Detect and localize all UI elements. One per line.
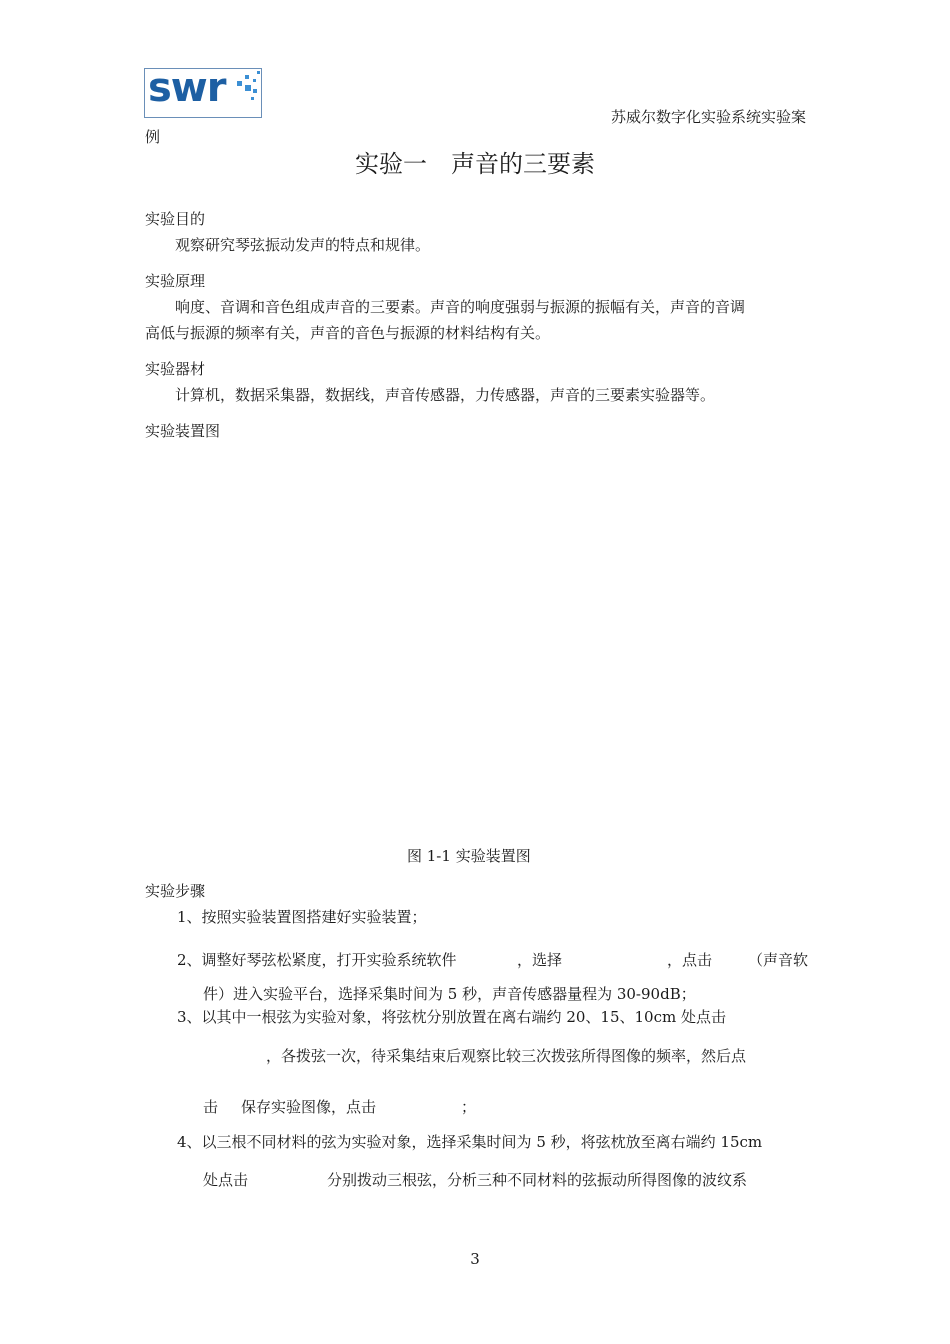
steps-heading: 实验步骤 — [145, 882, 206, 900]
step-2-part-d: （声音软 — [748, 951, 809, 969]
step-3-part-b: ，各拨弦一次，待采集结束后观察比较三次拨弦所得图像的频率，然后点 — [266, 1047, 747, 1065]
page-number: 3 — [470, 1250, 480, 1268]
running-title-continuation: 例 — [145, 128, 161, 146]
step-3-part-d: 保存实验图像，点击 — [241, 1098, 377, 1116]
page-title: 实验一 声音的三要素 — [355, 150, 595, 178]
setup-heading: 实验装置图 — [145, 422, 221, 440]
step-2-part-c: ，点击 — [667, 951, 713, 969]
step-3-part-c: 击 — [203, 1098, 219, 1116]
step-4-part-c: 分别拨动三根弦，分析三种不同材料的弦振动所得图像的波纹系 — [327, 1171, 748, 1189]
step-4-part-a: 4、以三根不同材料的弦为实验对象，选择采集时间为 5 秒，将弦枕放至离右端约 15cm — [177, 1133, 763, 1151]
principle-line-2: 高低与振源的频率有关，声音的音色与振源的材料结构有关。 — [145, 324, 551, 342]
swr-logo — [144, 68, 262, 118]
purpose-heading: 实验目的 — [145, 210, 206, 228]
principle-heading: 实验原理 — [145, 272, 206, 290]
figure-caption: 图 1-1 实验装置图 — [407, 847, 531, 865]
step-3-part-a: 3、以其中一根弦为实验对象，将弦枕分别放置在离右端约 20、15、10cm 处点击 — [177, 1008, 726, 1026]
step-1: 1、按照实验装置图搭建好实验装置； — [177, 908, 427, 926]
step-3-part-e: ； — [461, 1098, 477, 1116]
purpose-text: 观察研究琴弦振动发声的特点和规律。 — [175, 236, 431, 254]
equipment-text: 计算机，数据采集器，数据线，声音传感器，力传感器，声音的三要素实验器等。 — [175, 386, 716, 404]
step-2-part-a: 2、调整好琴弦松紧度，打开实验系统软件 — [177, 951, 457, 969]
running-title: 苏威尔数字化实验系统实验案 — [610, 108, 806, 126]
step-2-part-e: 件）进入实验平台，选择采集时间为 5 秒，声音传感器量程为 30-90dB； — [203, 985, 696, 1003]
logo-text: swr — [148, 68, 226, 111]
principle-line-1: 响度、音调和音色组成声音的三要素。声音的响度强弱与振源的振幅有关，声音的音调 — [175, 298, 746, 316]
equipment-heading: 实验器材 — [145, 360, 206, 378]
step-2-part-b: ，选择 — [517, 951, 563, 969]
step-4-part-b: 处点击 — [203, 1171, 249, 1189]
